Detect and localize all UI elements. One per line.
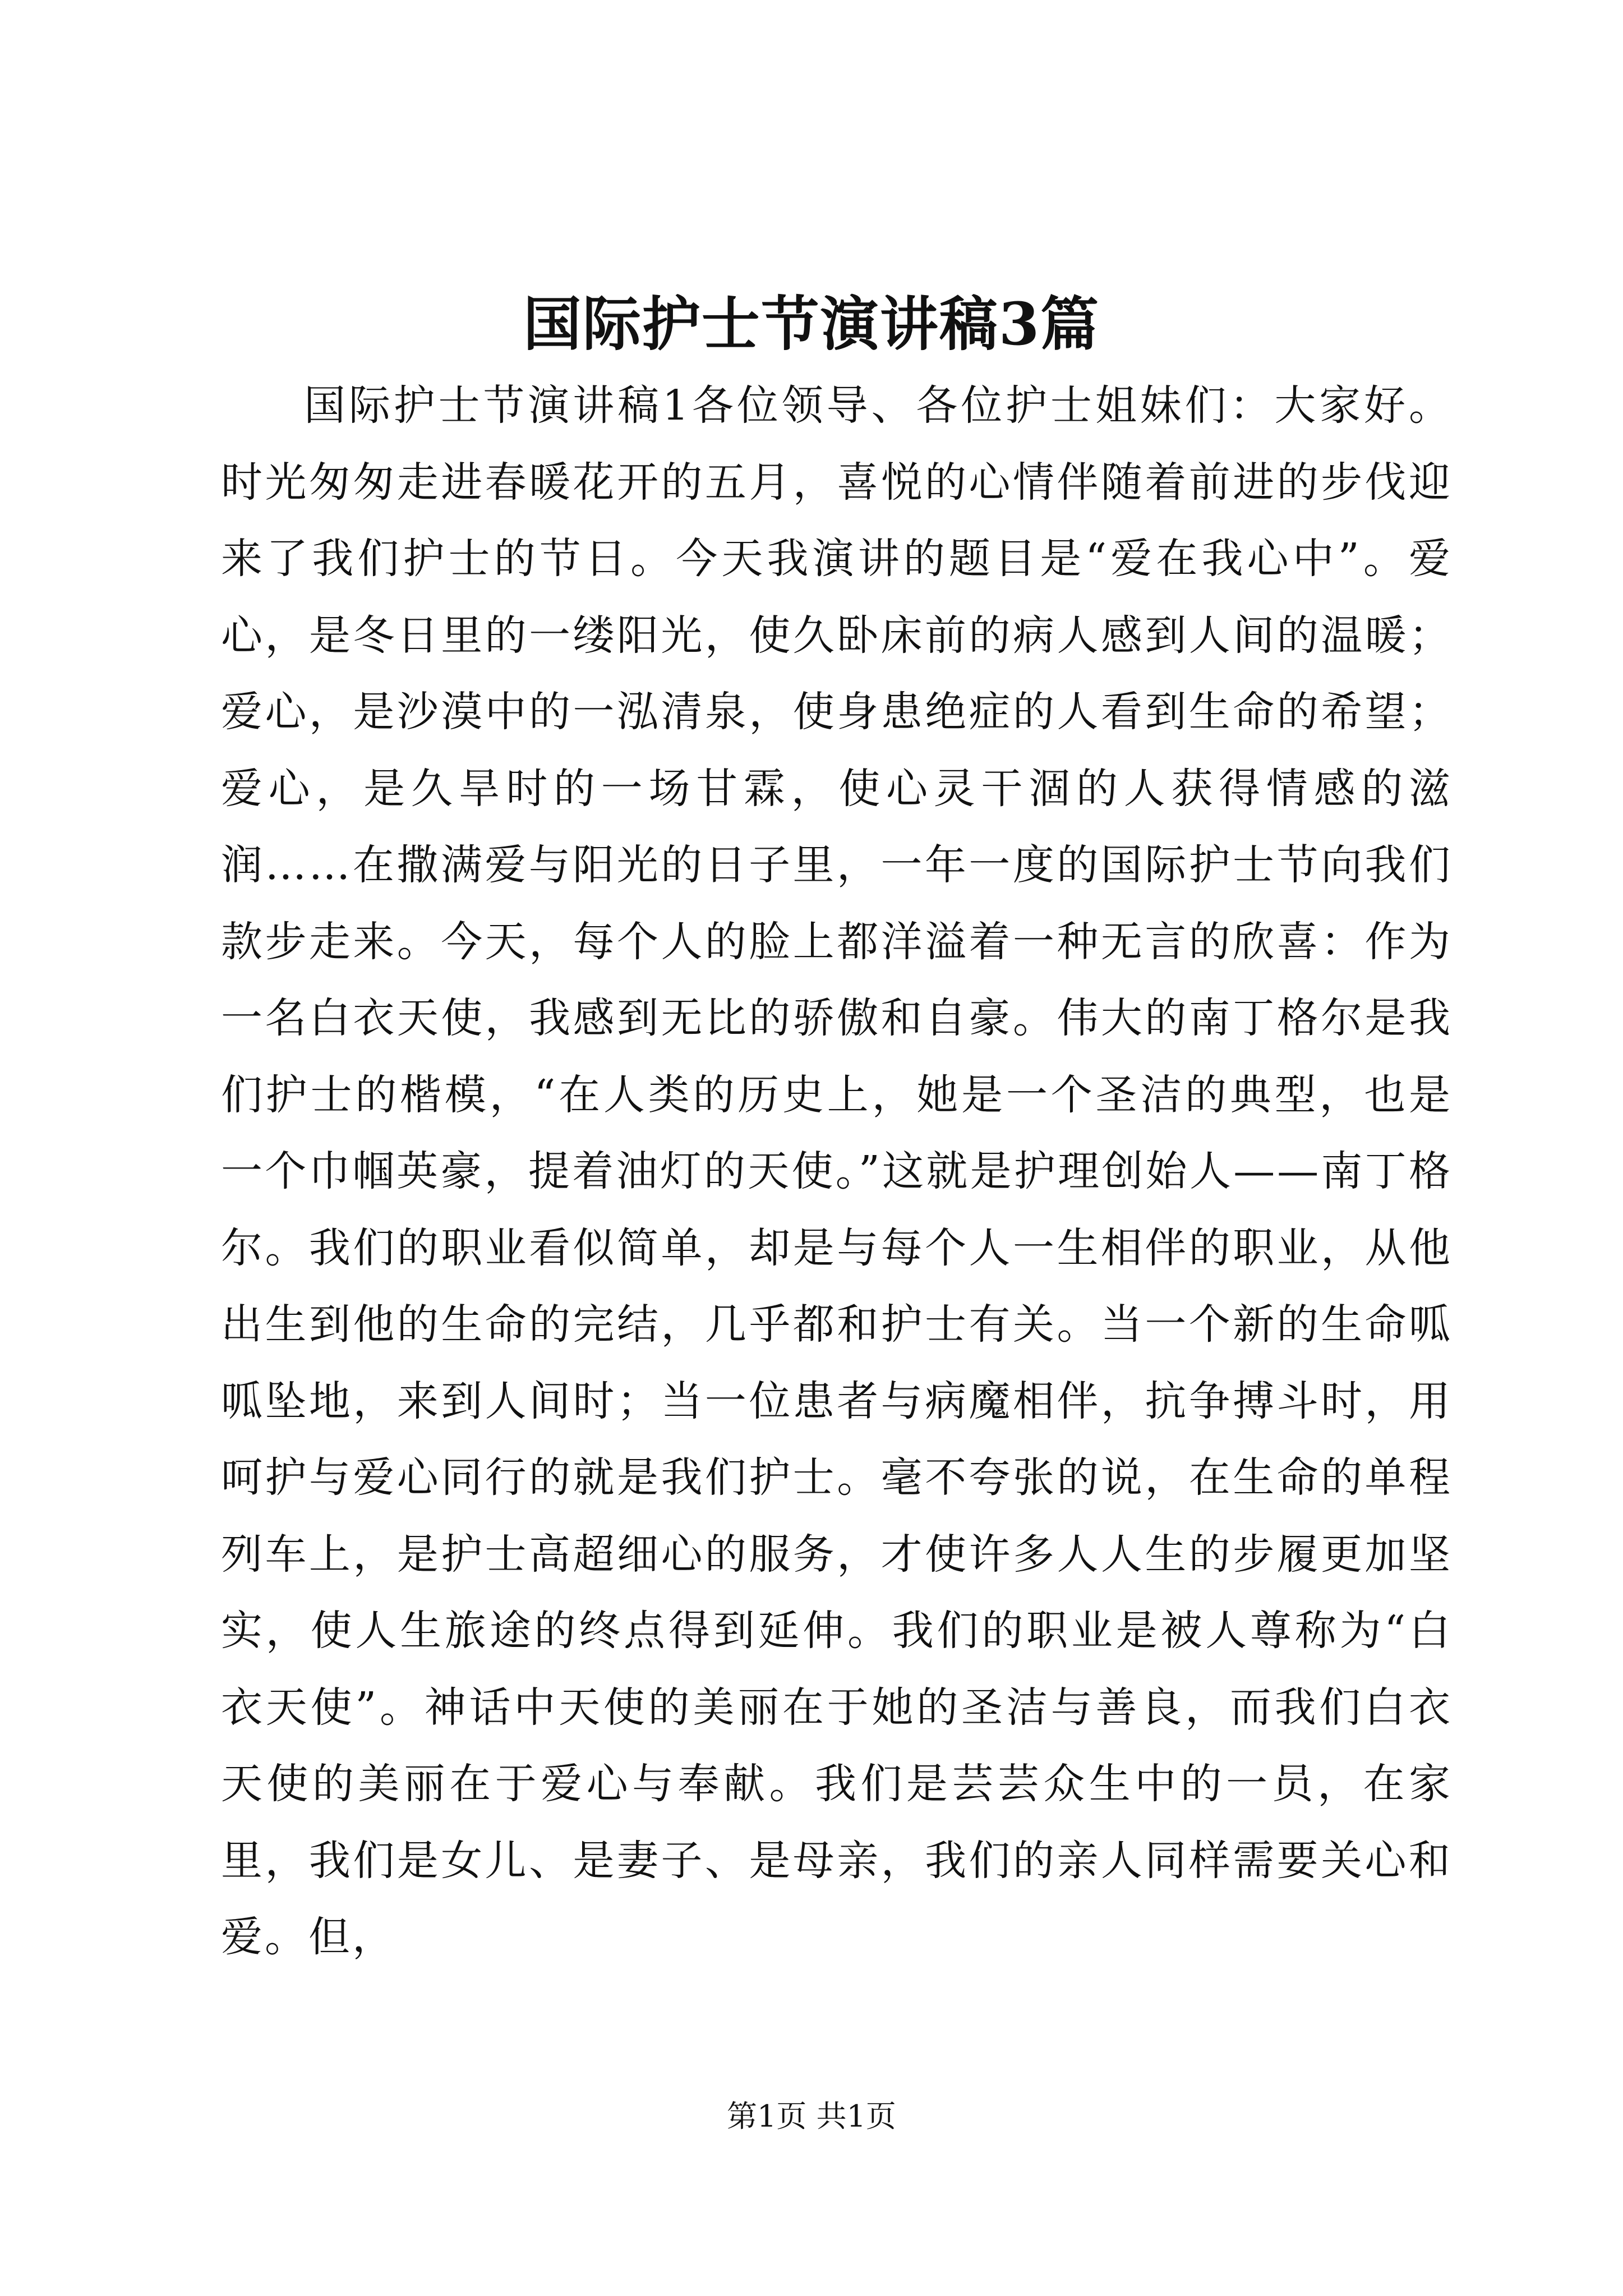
document-title: 国际护士节演讲稿3篇	[523, 289, 1100, 358]
page-footer: 第1页 共1页	[727, 2099, 896, 2134]
document-body: 国际护士节演讲稿1各位领导、各位护士姐妹们：大家好。时光匆匆走进春暖花开的五月，喜悦的心情伴随着前进的步伐迎来了我们护士的节日。今天我演讲的题目是“爱在我心中”。爱心，是冬日里的一缕阳光，使久卧床前的病人感到人间的温暖；爱心，是沙漠中的一泓清泉，使身患绝症的人看到生命的希望；爱心，是久旱时的一场甘霖，使心灵干涸的人获得情感的滋润……在撒满爱与阳光的日子里，一年一度的国际护士节向我们款步走来。今天，每个人的脸上都洋溢着一种无言的欣喜：作为一名白衣天使，我感到无比的骄傲和自豪。伟大的南丁格尔是我们护士的楷模，“在人类的历史上，她是一个圣洁的典型，也是一个巾帼英豪，提着油灯的天使。”这就是护理创始人——南丁格尔。我们的职业看似简单，却是与每个人一生相伴的职业，从他出生到他的生命的完结，几乎都和护士有关。当一个新的生命呱呱坠地，来到人间时；当一位患者与病魔相伴，抗争搏斗时，用呵护与爱心同行的就是我们护士。毫不夸张的说，在生命的单程列车上，是护士高超细心的服务，才使许多人人生的步履更加坚实，使人生旅途的终点得到延伸。我们的职业是被人尊称为“白衣天使”。神话中天使的美丽在于她的圣洁与善良，而我们白衣天使的美丽在于爱心与奉献。我们是芸芸众生中的一员，在家里，我们是女儿、是妻子、是母亲，我们的亲人同样需要关心和爱。但，	[221, 381, 1453, 1961]
